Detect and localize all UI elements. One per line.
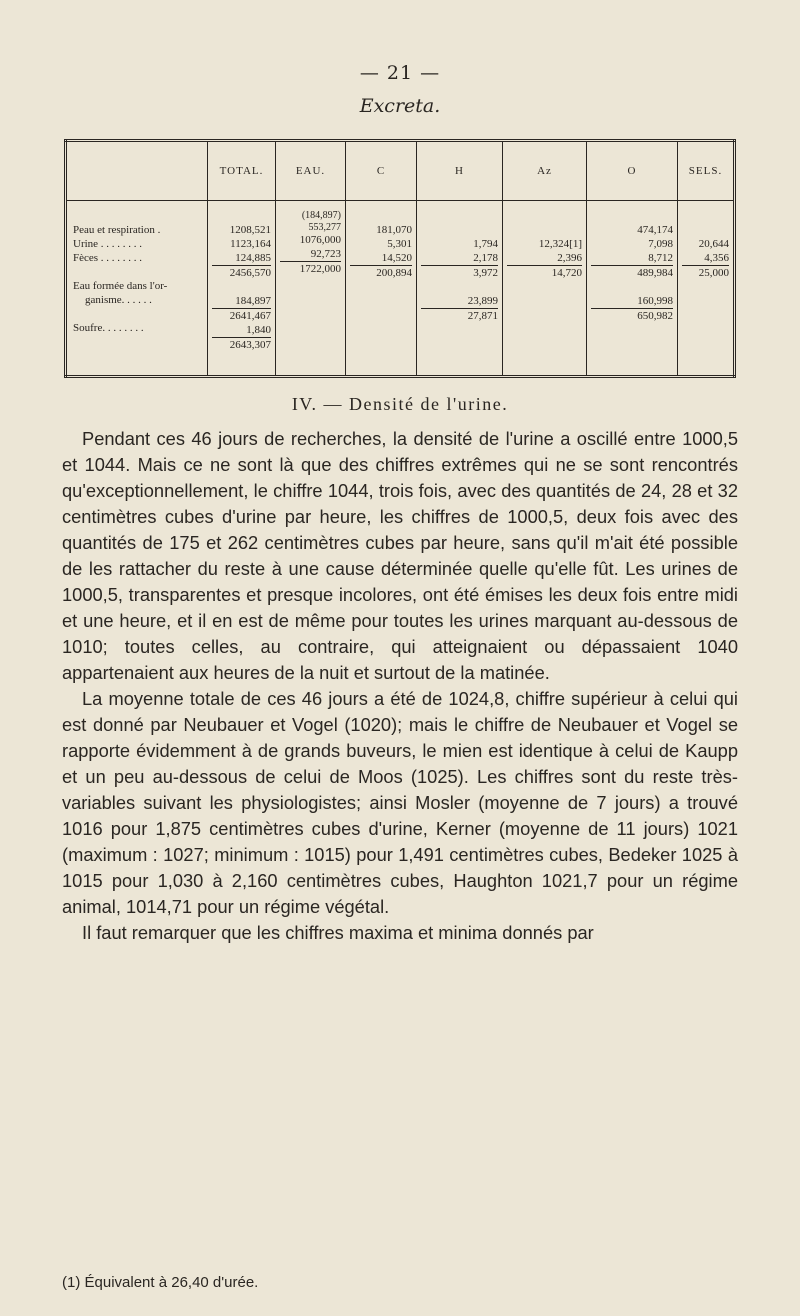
label-column [66, 201, 208, 377]
h-column [417, 201, 503, 377]
page-number: — 21 — [359, 62, 441, 84]
section-heading: Excreta. [359, 95, 441, 117]
label-eau-formee-2: ganisme. . . . . . [85, 294, 152, 306]
h-sum-2: 27,871 [421, 308, 498, 323]
paragraph: Pendant ces 46 jours de recherches, la densité de l'urine a oscillé entre 1000,5 et 1044. Mais ce ne sont là que des chiffres extrêmes qui ne se sont rencontrés qu'exceptionnellement, le chiffre 1044, trois fois, avec des quantités de 24, 28 et 32 centimètres cubes d'urine par heure, les chiffres de 1000,5, deux fois avec des quantités de 175 et 262 centimètres cubes par heure, sans qu'il m'ait été possible de les rattacher du reste à une cause déterminée quelle qu'elle fût. Les urines de 1000,5, transparentes et presque incolores, ont été émises les deux fois entre midi et une heure, et il en est de même pour toutes les urines marquant au-dessous de 1010; toutes celles, au contraire, qui atteignaient ou dépassaient 1040 appartenaient aux heures de la nuit et surtout de la matinée. [62, 428, 738, 683]
h-feces: 2,178 [473, 252, 498, 264]
footnote: (1) Équivalent à 26,40 d'urée. [62, 1274, 259, 1291]
excreta-table [64, 139, 736, 378]
label-peau: Peau et respiration . [73, 224, 161, 236]
header-total: TOTAL. [208, 141, 276, 201]
section-title: IV. — Densité de l'urine. [291, 394, 509, 414]
header-sels: SELS. [678, 141, 735, 201]
o-sum-1: 489,984 [591, 265, 673, 280]
label-feces: Fèces . . . . . . . . [73, 252, 143, 264]
paragraph: Il faut remarquer que les chiffres maxima et minima donnés par [82, 922, 594, 943]
sels-feces: 4,356 [704, 252, 729, 264]
o-peau: 474,174 [637, 224, 673, 236]
h-sum-1: 3,972 [421, 265, 498, 280]
paragraph: La moyenne totale de ces 46 jours a été de 1024,8, chiffre supérieur à celui qui est donné par Neubauer et Vogel (1020); mais le chiffre de Neubauer et Vogel se rapporte évidemment à de grands buveurs, le mien est identique à celui de Kaupp et un peu au-dessous de celui de Moos (1025). Les chiffres sont du reste très-variables suivant les physiologistes; ainsi Mosler (moyenne de 7 jours) a trouvé 1016 pour 1,875 centimètres cubes d'urine, Kerner (moyenne de 11 jours) 1021 (maximum : 1027; minimum : 1015) pour 1,491 centimètres cubes, Bedeker 1025 à 1015 pour 1,030 à 2,160 centimètres cubes, Haughton 1021,7 pour un régime animal, 1014,71 pour un régime végétal. [62, 688, 738, 917]
table-body-row [66, 201, 735, 377]
label-soufre: Soufre. . . . . . . . [73, 322, 144, 334]
az-column [503, 201, 587, 377]
eau-feces: 92,723 [310, 248, 341, 260]
body-text [62, 426, 738, 946]
o-column [587, 201, 678, 377]
sels-urine: 20,644 [698, 238, 729, 250]
c-peau: 181,070 [376, 224, 412, 236]
total-soufre: 1,840 [246, 324, 271, 336]
az-feces: 2,396 [557, 252, 582, 264]
eau-column [276, 201, 346, 377]
h-urine: 1,794 [473, 238, 498, 250]
total-sum-2: 2641,467 [212, 308, 271, 323]
az-sum-1: 14,720 [507, 265, 582, 280]
o-sum-2: 650,982 [591, 308, 673, 323]
label-eau-formee-1: Eau formée dans l'or- [73, 280, 168, 292]
header-az: Az [503, 141, 587, 201]
table-header-row [66, 141, 735, 201]
h-eau-formee: 23,899 [467, 295, 498, 307]
c-sum-1: 200,894 [350, 265, 412, 280]
az-urine: 12,324[1] [538, 238, 582, 250]
total-sum-3: 2643,307 [212, 337, 271, 352]
total-peau: 1208,521 [229, 224, 271, 236]
c-feces: 14,520 [381, 252, 412, 264]
header-c: C [346, 141, 417, 201]
o-eau-formee: 160,998 [637, 295, 673, 307]
total-urine: 1123,164 [230, 238, 271, 250]
c-urine: 5,301 [387, 238, 412, 250]
header-h: H [417, 141, 503, 201]
total-feces: 124,885 [235, 252, 271, 264]
eau-peau-a: (184,897) [301, 210, 341, 221]
eau-peau-b: 553,277 [308, 222, 341, 233]
o-urine: 7,098 [648, 238, 673, 250]
total-column [208, 201, 276, 377]
eau-urine: 1076,000 [299, 234, 341, 246]
total-sum-1: 2456,570 [212, 265, 271, 280]
label-urine: Urine . . . . . . . . [73, 238, 143, 250]
sels-sum-1: 25,000 [682, 265, 729, 280]
c-column [346, 201, 417, 377]
header-label [66, 141, 208, 201]
eau-sum-1: 1722,000 [280, 261, 341, 276]
sels-column [678, 201, 735, 377]
o-feces: 8,712 [648, 252, 673, 264]
header-o: O [587, 141, 678, 201]
total-eau-formee: 184,897 [235, 295, 271, 307]
header-eau: EAU. [276, 141, 346, 201]
